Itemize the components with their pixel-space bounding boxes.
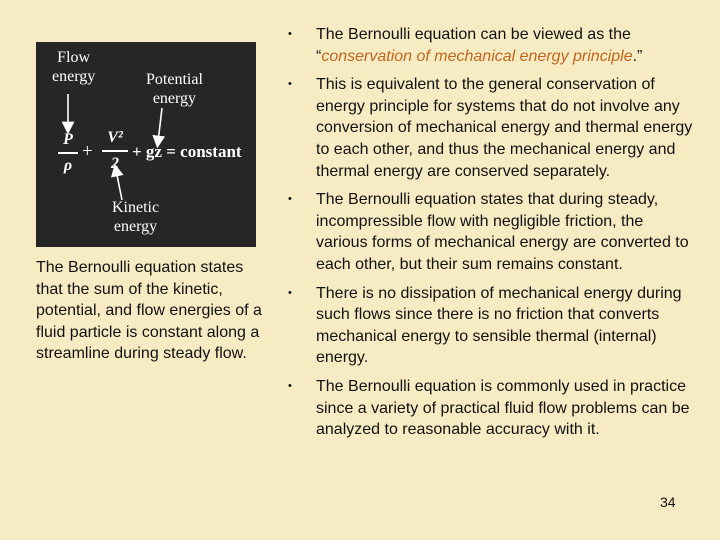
bullet-item	[280, 74, 695, 182]
bullet-dot: •	[288, 193, 292, 206]
p-symbol: P	[63, 131, 73, 148]
bullet-dot: •	[288, 286, 292, 299]
kinetic-term	[102, 128, 128, 174]
potential-arrow	[158, 108, 162, 142]
bullet-text	[316, 24, 695, 67]
pressure-term	[58, 130, 78, 176]
plus-sign: +	[82, 141, 93, 162]
bullet-text: There is no dissipation of mechanical energy during such flows since there is no friction that converts mechanical energy to sensible thermal (internal) energy.	[316, 284, 682, 367]
bullet-dot: •	[288, 28, 292, 40]
kinetic-energy-label	[112, 198, 159, 236]
bullet-text: This is equivalent to the general conservation of energy principle for systems that do not involve any conversion of mechanical energy and thermal energy to each other, and thus the mechanical energy and thermal energy are conserved separately.	[316, 76, 693, 180]
bullet-dot: •	[288, 379, 292, 392]
kinetic-label-line1: Kinetic	[112, 199, 160, 216]
potential-label-line2: energy	[152, 90, 197, 107]
potential-label-line1: Potential	[146, 71, 203, 88]
two-denominator: 2	[111, 155, 119, 172]
flow-energy-label	[52, 48, 95, 86]
figure-caption: The Bernoulli equation states that the sum of the kinetic, potential, and flow energies of a fluid particle is constant along a streamline during steady flow.	[36, 259, 262, 363]
bullet-text: The Bernoulli equation states that during steady, incompressible flow with negligible friction, the various forms of mechanical energy are converted to each other, but their sum remains constant.	[316, 191, 689, 273]
bullet-item	[280, 24, 695, 67]
flow-label-line1: Flow	[57, 49, 91, 66]
highlighted-phrase: conservation of mechanical energy principle	[321, 47, 633, 65]
bullet-item	[280, 283, 695, 369]
bernoulli-equation-figure	[36, 42, 256, 247]
rho-symbol: ρ	[63, 157, 73, 174]
bullet-text-part: .”	[632, 47, 643, 65]
flow-label-line2: energy	[52, 68, 96, 85]
bullet-list	[280, 24, 695, 448]
equation-rest: + gz = constant	[132, 142, 242, 161]
bullet-item	[280, 189, 695, 275]
kinetic-label-line2: energy	[113, 218, 158, 235]
v-squared: V²	[107, 129, 123, 146]
bullet-text-part: The Bernoulli equation can be viewed as the “	[316, 26, 631, 65]
bullet-item	[280, 376, 695, 441]
page-number: 34	[660, 494, 676, 510]
potential-energy-label	[146, 70, 203, 108]
bullet-dot: •	[288, 78, 292, 91]
bullet-text: The Bernoulli equation is commonly used in practice since a variety of practical fluid flow problems can be analyzed to reasonable accuracy with it.	[316, 377, 690, 439]
kinetic-arrow	[116, 170, 122, 200]
